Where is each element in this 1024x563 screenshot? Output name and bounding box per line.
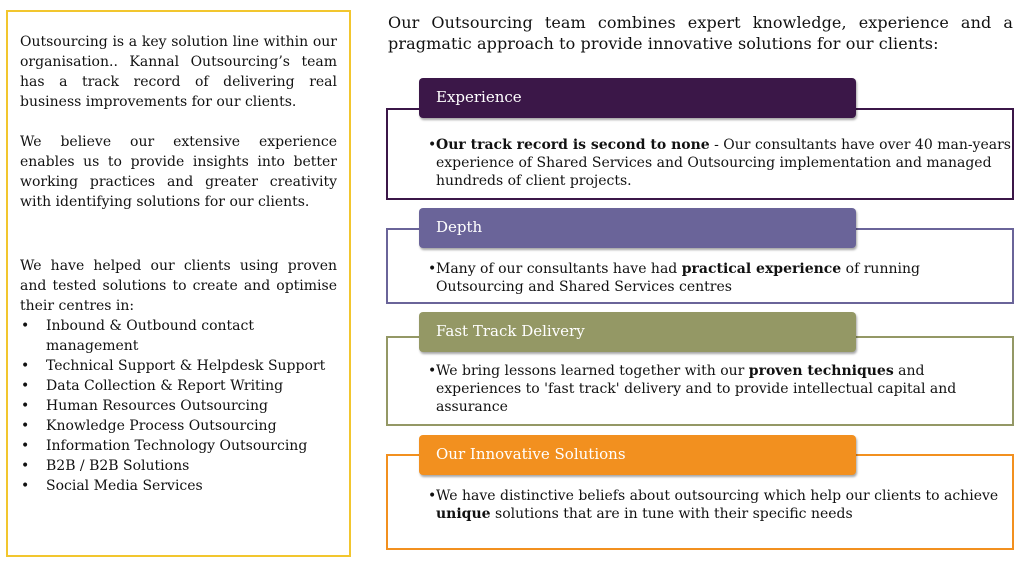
- service-list-item: • Knowledge Process Outsourcing: [21, 418, 277, 434]
- section-text: • Our track record is second to none - Our consultants have over 40 man-years experience of Shared Services and Outsourcing implementation and managed hundreds of client projects.: [428, 137, 1011, 189]
- bullet-icon: •: [428, 488, 437, 504]
- intro-text: Our Outsourcing team combines expert knowledge, experience and a pragmatic approach to provide innovative solutions for our clients:: [388, 13, 1013, 53]
- bullet-icon: •: [428, 261, 437, 277]
- section-text: • We bring lessons learned together with our proven techniques and experiences to 'fast track' delivery and to provide intellectual capital and assurance: [428, 363, 957, 415]
- bullet-icon: •: [21, 318, 30, 334]
- service-list-item: • Information Technology Outsourcing: [21, 438, 308, 454]
- section-tab-fast-track-delivery: Fast Track Delivery: [419, 312, 856, 352]
- service-list: [20, 316, 337, 496]
- section-text: • Many of our consultants have had practical experience of running Outsourcing and Shared Services centres: [428, 261, 920, 295]
- section-tab-experience: Experience: [419, 78, 856, 118]
- bullet-icon: •: [21, 378, 30, 394]
- service-list-item: • Inbound & Outbound contact management: [21, 318, 254, 354]
- left-info-panel: [6, 10, 351, 557]
- service-list-item: • Technical Support & Helpdesk Support: [21, 358, 326, 374]
- bullet-icon: •: [21, 398, 30, 414]
- section-box: [386, 108, 1014, 200]
- service-list-item: • Data Collection & Report Writing: [21, 378, 284, 394]
- bullet-icon: •: [428, 363, 437, 379]
- service-list-item: • Social Media Services: [21, 478, 203, 494]
- left-paragraph-centres: We have helped our clients using proven and tested solutions to create and optimise their centres in:: [20, 258, 337, 314]
- bullet-icon: •: [21, 458, 30, 474]
- service-list-item: • Human Resources Outsourcing: [21, 398, 268, 414]
- bullet-icon: •: [21, 478, 30, 494]
- left-paragraph-intro: Outsourcing is a key solution line within our organisation.. Kannal Outsourcing’s team has a track record of delivering real business improvements for our clients.: [20, 34, 337, 110]
- bullet-icon: •: [21, 418, 30, 434]
- left-paragraph-experience: We believe our extensive experience enables us to provide insights into better working practices and greater creativity with identifying solutions for our clients.: [20, 134, 337, 210]
- section-text: • We have distinctive beliefs about outsourcing which help our clients to achieve unique solutions that are in tune with their specific needs: [428, 488, 999, 522]
- section-tab-innovative-solutions: Our Innovative Solutions: [419, 435, 856, 475]
- bullet-icon: •: [21, 358, 30, 374]
- service-list-item: • B2B / B2B Solutions: [21, 458, 190, 474]
- section-tab-depth: Depth: [419, 208, 856, 248]
- bullet-icon: •: [21, 438, 30, 454]
- bullet-icon: •: [428, 137, 437, 153]
